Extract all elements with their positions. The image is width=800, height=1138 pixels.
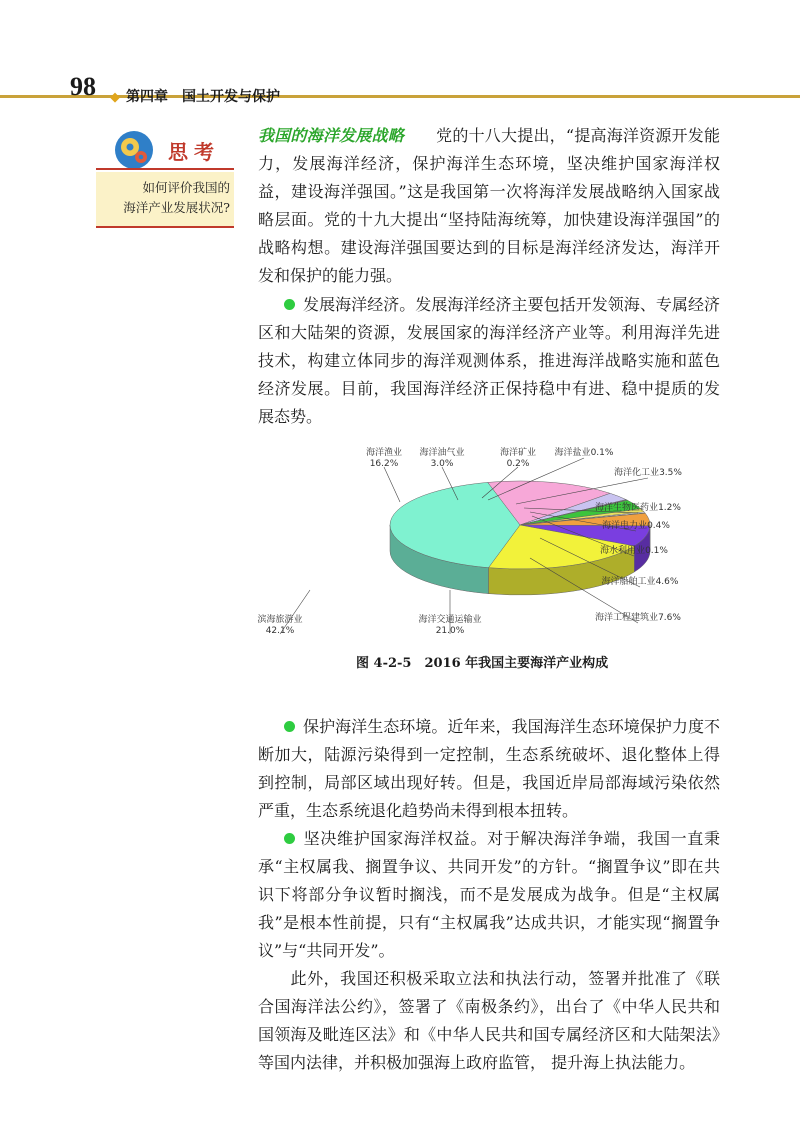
sidebar-bottom-rule <box>96 226 234 228</box>
law-paragraph <box>258 965 720 1077</box>
pie-chart <box>250 440 730 650</box>
slice-label-滨海旅游业: 滨海旅游业 <box>257 615 303 625</box>
ecology-text: 保护海洋生态环境。近年来，我国海洋生态环境保护力度不断加大，陆源污染得到一定控制，生态系统破坏、退化整体上得到控制，局部区域出现好转。但是，我国近岸局部海域污染依然严重，生态系统退化趋势尚未得到根本扭转。 <box>258 717 720 820</box>
think-question-line2: 海洋产业发展状况? <box>123 200 230 215</box>
gear-icon <box>114 130 154 170</box>
slice-label-海洋化工业: 海洋化工业3.5% <box>614 468 682 478</box>
slice-label-海洋盐业: 海洋盐业0.1% <box>554 448 614 458</box>
rights-text: 坚决维护国家海洋权益。对于解决海洋争端，我国一直秉承“主权属我、搁置争议、共同开发”的方针。“搁置争议”即在共识下将部分争议暂时搁浅，而不是发展成为战争。但是“主权属我”是根本性前提，只有“主权属我”达成共识，才能实现“搁置争议”与“共同开发”。 <box>258 829 720 960</box>
slice-label-海洋船舶工业: 海洋船舶工业4.6% <box>601 577 679 587</box>
slice-label-海洋矿业: 海洋矿业 <box>499 448 537 458</box>
ecology-paragraph <box>258 713 720 825</box>
think-heading: 思考 <box>168 140 220 164</box>
think-question <box>100 178 230 218</box>
slice-label-海洋生物医药业: 海洋生物医药业1.2% <box>595 503 681 513</box>
economy-text: 发展海洋经济。发展海洋经济主要包括开发领海、专属经济区和大陆架的资源，发展国家的海洋经济产业等。利用海洋先进技术，构建立体同步的海洋观测体系，推进海洋战略实施和蓝色经济发展。目前，我国海洋经济正保持稳中有进、稳中提质的发展态势。 <box>258 295 720 426</box>
slice-label-海洋电力业: 海洋电力业0.4% <box>602 521 670 531</box>
think-sidebar <box>96 120 234 228</box>
think-question-line1: 如何评价我国的 <box>142 180 230 195</box>
slice-label-海洋渔业: 海洋渔业 <box>365 448 403 458</box>
slice-label-海水利用业: 海水利用业0.1% <box>600 546 668 556</box>
slice-value-海洋交通运输业: 21.0% <box>435 626 465 636</box>
slice-value-滨海旅游业: 42.1% <box>265 626 295 636</box>
bullet-dot-icon <box>284 299 295 310</box>
slice-value-海洋矿业: 0.2% <box>506 459 530 469</box>
chapter-label: 第四章 <box>126 89 168 105</box>
rights-paragraph <box>258 825 720 965</box>
slice-value-海洋渔业: 16.2% <box>369 459 399 469</box>
sidebar-top-rule <box>96 168 234 170</box>
law-text: 此外，我国还积极采取立法和执法行动，签署并批准了《联合国海洋法公约》，签署了《南极条约》，出台了《中华人民共和国领海及毗连区法》和《中华人民共和国专属经济区和大陆架法》等国内法律，并积极加强海上政府监管， 提升海上执法能力。 <box>258 969 720 1072</box>
page-number: 98 <box>70 72 96 101</box>
intro-text: 党的十八大提出，“提高海洋资源开发能力，发展海洋经济，保护海洋生态环境，坚决维护国家海洋权益，建设海洋强国。”这是我国第一次将海洋发展战略纳入国家战略层面。党的十九大提出“坚持陆海统筹，加快建设海洋强国”的战略构想。建设海洋强国要达到的目标是海洋经济发达，海洋开发和保护的能力强。 <box>258 126 720 285</box>
chapter-title: 国土开发与保护 <box>182 89 280 105</box>
leader-line-海洋渔业 <box>384 467 400 502</box>
economy-paragraph <box>258 291 720 431</box>
slice-label-海洋工程建筑业: 海洋工程建筑业7.6% <box>595 613 681 623</box>
slice-value-海洋油气业: 3.0% <box>430 459 454 469</box>
bullet-dot-icon <box>284 833 295 844</box>
diamond-icon: ◆ <box>110 90 120 105</box>
intro-paragraph <box>258 122 720 290</box>
slice-label-海洋交通运输业: 海洋交通运输业 <box>418 615 482 625</box>
strategy-title: 我国的海洋发展战略 <box>258 126 404 145</box>
bullet-dot-icon <box>284 721 295 732</box>
slice-label-海洋油气业: 海洋油气业 <box>419 448 465 458</box>
chapter-heading <box>110 86 280 106</box>
figure-caption: 图 4-2-5 2016 年我国主要海洋产业构成 <box>356 656 609 671</box>
